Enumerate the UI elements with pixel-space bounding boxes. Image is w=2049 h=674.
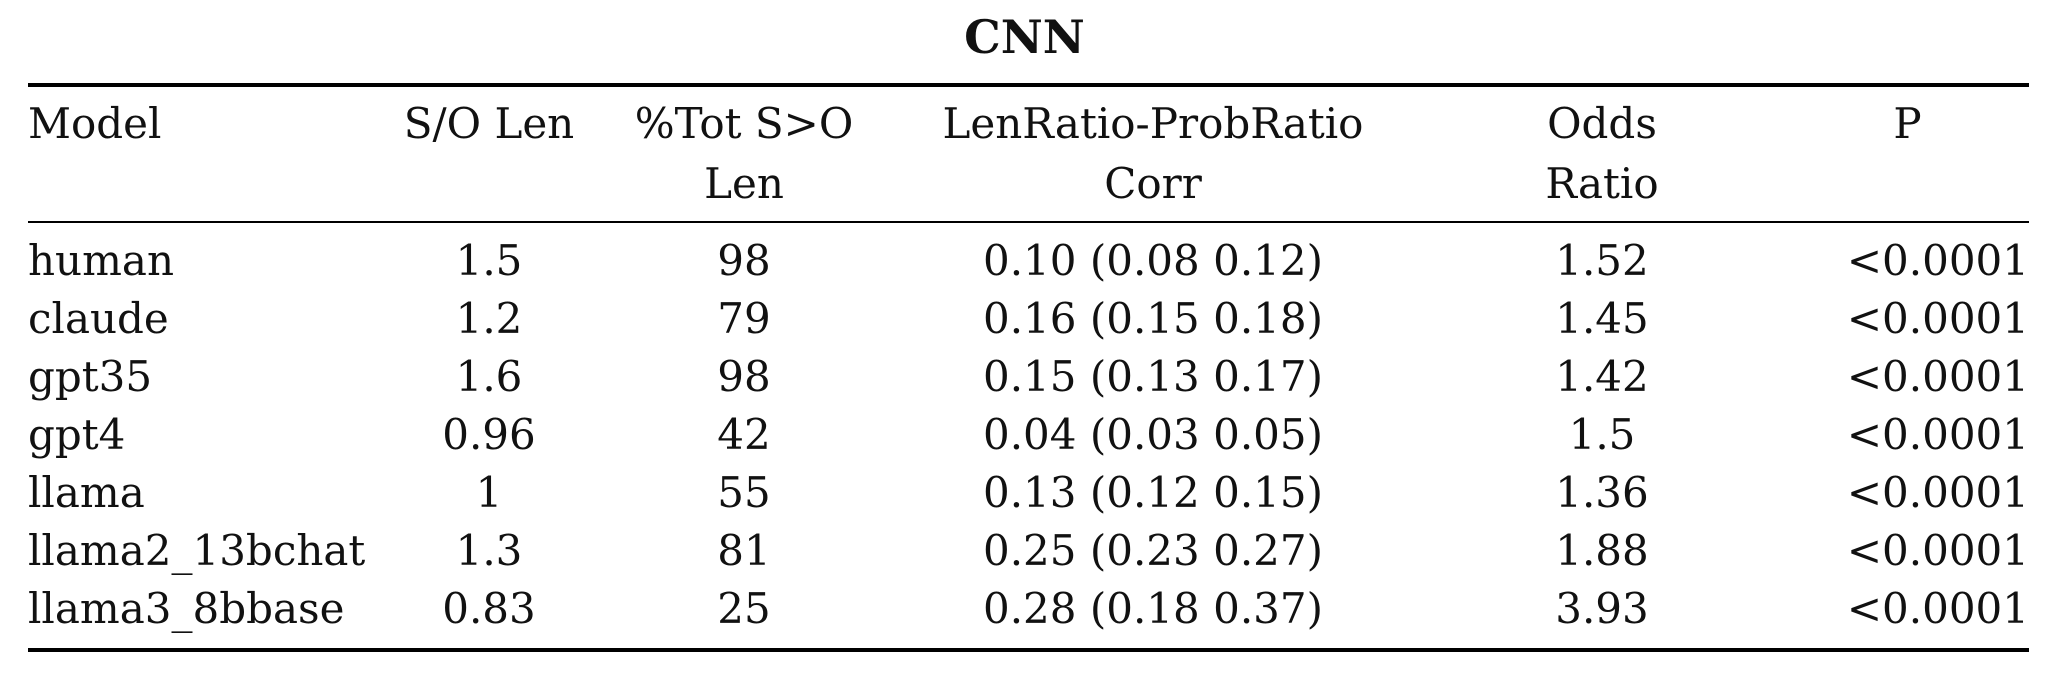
table-row	[28, 464, 2029, 522]
cell-pct-tot: 98	[717, 352, 771, 401]
cell-so-len: 1.6	[455, 352, 523, 401]
cell-corr: 0.10 (0.08 0.12)	[982, 236, 1324, 285]
cell-pct-tot: 55	[717, 468, 771, 517]
bottom-rule	[28, 648, 2029, 652]
cell-odds: 3.93	[1555, 584, 1649, 633]
table-row	[28, 348, 2029, 406]
cell-model: llama2_13bchat	[28, 526, 366, 575]
cell-corr: 0.16 (0.15 0.18)	[982, 294, 1324, 343]
cell-model: gpt35	[28, 352, 153, 401]
cell-pct-tot: 25	[717, 584, 771, 633]
top-rule	[28, 83, 2029, 87]
table-row	[28, 290, 2029, 348]
cell-p: <0.0001	[1846, 526, 2029, 575]
header-pct-tot-line-2: Len	[704, 159, 784, 208]
header-corr	[888, 94, 1418, 214]
table-row	[28, 232, 2029, 290]
cell-odds: 1.52	[1555, 236, 1649, 285]
table-body	[28, 232, 2029, 638]
cell-pct-tot: 81	[717, 526, 771, 575]
table-header	[28, 94, 2029, 214]
cell-model: gpt4	[28, 410, 126, 459]
cell-model: llama	[28, 468, 145, 517]
cell-so-len: 1.5	[455, 236, 523, 285]
header-odds	[1418, 94, 1786, 214]
cell-odds: 1.45	[1555, 294, 1649, 343]
header-pct-tot	[600, 94, 888, 214]
header-corr-line-1: LenRatio-ProbRatio	[942, 99, 1364, 148]
cell-p: <0.0001	[1846, 294, 2029, 343]
cell-so-len: 1	[475, 468, 503, 517]
header-model	[28, 94, 378, 214]
table-title: CNN	[964, 10, 1085, 64]
table-row	[28, 580, 2029, 638]
header-so-len-line-1: S/O Len	[403, 99, 575, 148]
header-so-len	[378, 94, 600, 214]
cell-corr: 0.25 (0.23 0.27)	[982, 526, 1324, 575]
table-row	[28, 522, 2029, 580]
header-model-line-1: Model	[28, 99, 162, 148]
cell-p: <0.0001	[1846, 584, 2029, 633]
header-p	[1786, 94, 2029, 214]
cell-so-len: 1.2	[455, 294, 523, 343]
cell-odds: 1.42	[1555, 352, 1649, 401]
header-odds-line-1: Odds	[1547, 99, 1657, 148]
cell-corr: 0.13 (0.12 0.15)	[982, 468, 1324, 517]
cell-corr: 0.28 (0.18 0.37)	[982, 584, 1324, 633]
cell-model: claude	[28, 294, 169, 343]
cell-p: <0.0001	[1846, 468, 2029, 517]
cell-corr: 0.04 (0.03 0.05)	[982, 410, 1324, 459]
mid-rule	[28, 221, 2029, 223]
header-p-line-1: P	[1893, 99, 1922, 148]
cell-pct-tot: 79	[717, 294, 771, 343]
cell-p: <0.0001	[1846, 352, 2029, 401]
cell-odds: 1.5	[1568, 410, 1636, 459]
cell-odds: 1.36	[1555, 468, 1649, 517]
cell-pct-tot: 98	[717, 236, 771, 285]
cell-odds: 1.88	[1555, 526, 1649, 575]
header-pct-tot-line-1: %Tot S>O	[634, 99, 854, 148]
cell-model: human	[28, 236, 175, 285]
cell-pct-tot: 42	[717, 410, 771, 459]
header-row	[28, 94, 2029, 214]
cell-so-len: 1.3	[455, 526, 523, 575]
cell-so-len: 0.96	[442, 410, 536, 459]
cell-p: <0.0001	[1846, 410, 2029, 459]
cell-so-len: 0.83	[442, 584, 536, 633]
header-corr-line-2: Corr	[1104, 159, 1202, 208]
header-odds-line-2: Ratio	[1545, 159, 1659, 208]
cell-corr: 0.15 (0.13 0.17)	[982, 352, 1324, 401]
cell-model: llama3_8bbase	[28, 584, 345, 633]
table-row	[28, 406, 2029, 464]
cell-p: <0.0001	[1846, 236, 2029, 285]
